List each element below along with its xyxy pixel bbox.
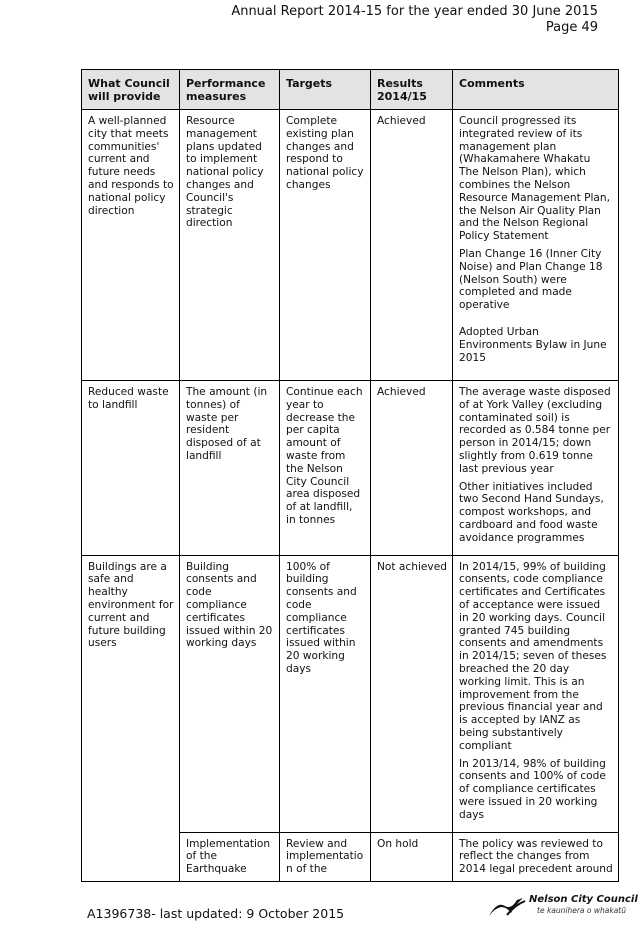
comment-paragraph: The average waste disposed of at York Valley (excluding contaminated soil) is recorded as 0.584 tonne per person in 2014/15; down slightly from 0.619 tonne last previous year <box>459 386 611 475</box>
comment-paragraph: In 2014/15, 99% of building consents, code compliance certificates and Certificates of acceptance were issued in 20 working days. Council granted 745 building consents and amendments in 2014/15; seven of theses breached the 20 day working limit. This is an improvement from the previous financial year and is accepted by IANZ as being substantively compliant <box>459 560 607 752</box>
measure-cell: Resource management plans updated to implement national policy changes and Council's strategic direction <box>180 110 280 381</box>
provide-cell: Buildings are a safe and healthy environment for current and future building users <box>82 555 180 881</box>
comments-cell <box>453 832 619 881</box>
result-cell: Achieved <box>371 381 453 556</box>
comment-paragraph: Other initiatives included two Second Hand Sundays, compost workshops, and cardboard and food waste avoidance programmes <box>459 480 604 544</box>
column-header: Results 2014/15 <box>371 70 453 110</box>
table-row <box>82 381 619 556</box>
target-cell: Review and implementatio n of the <box>280 832 371 881</box>
comment-paragraph: Council progressed its integrated review of its management plan (Whakamahere Whakatu The Nelson Plan), which combines the Nelson Resource Management Plan, the Nelson Air Quality Plan and the Nelson Regional Policy Statement <box>459 115 611 243</box>
measure-cell: The amount (in tonnes) of waste per resident disposed of at landfill <box>180 381 280 556</box>
result-cell: Not achieved <box>371 555 453 832</box>
document-footer: A1396738- last updated: 9 October 2015 <box>87 906 345 921</box>
measure-cell: Building consents and code compliance certificates issued within 20 working days <box>180 555 280 832</box>
council-logo-mark-icon <box>487 895 527 919</box>
provide-cell: Reduced waste to landfill <box>82 381 180 556</box>
column-header: Performance measures <box>180 70 280 110</box>
target-cell: 100% of building consents and code compliance certificates issued within 20 working days <box>280 555 371 832</box>
measure-cell: Implementation of the Earthquake <box>180 832 280 881</box>
comments-cell <box>453 555 619 832</box>
comment-paragraph: Plan Change 16 (Inner City Noise) and Plan Change 18 (Nelson South) were completed and made operative <box>459 247 603 312</box>
column-header: Targets <box>280 70 371 110</box>
comment-paragraph: In 2013/14, 98% of building consents and 100% of code of compliance certificates were issued in 20 working days <box>459 757 606 821</box>
table-row <box>82 110 619 381</box>
council-logo <box>487 893 638 921</box>
page-number: Page 49 <box>545 20 598 35</box>
comments-cell <box>453 381 619 556</box>
provide-cell: A well-planned city that meets communities' current and future needs and responds to national policy direction <box>82 110 180 381</box>
table-row <box>82 555 619 832</box>
result-cell: Achieved <box>371 110 453 381</box>
table-header-row <box>82 70 619 110</box>
target-cell: Complete existing plan changes and respond to national policy changes <box>280 110 371 381</box>
council-name: Nelson City Council <box>529 894 638 905</box>
comments-cell <box>453 110 619 381</box>
target-cell: Continue each year to decrease the per capita amount of waste from the Nelson City Council area disposed of at landfill, in tonnes <box>280 381 371 556</box>
report-title: Annual Report 2014-15 for the year ended 30 June 2015 <box>231 4 598 19</box>
comment-paragraph: Adopted Urban Environments Bylaw in June 2015 <box>459 325 607 364</box>
comment-paragraph: The policy was reviewed to reflect the changes from 2014 legal precedent around <box>459 837 613 876</box>
performance-table <box>81 69 619 882</box>
result-cell: On hold <box>371 832 453 881</box>
council-tagline: te kaunihera o whakatū <box>537 906 626 915</box>
column-header: Comments <box>453 70 619 110</box>
page-header <box>231 4 598 36</box>
column-header: What Council will provide <box>82 70 180 110</box>
